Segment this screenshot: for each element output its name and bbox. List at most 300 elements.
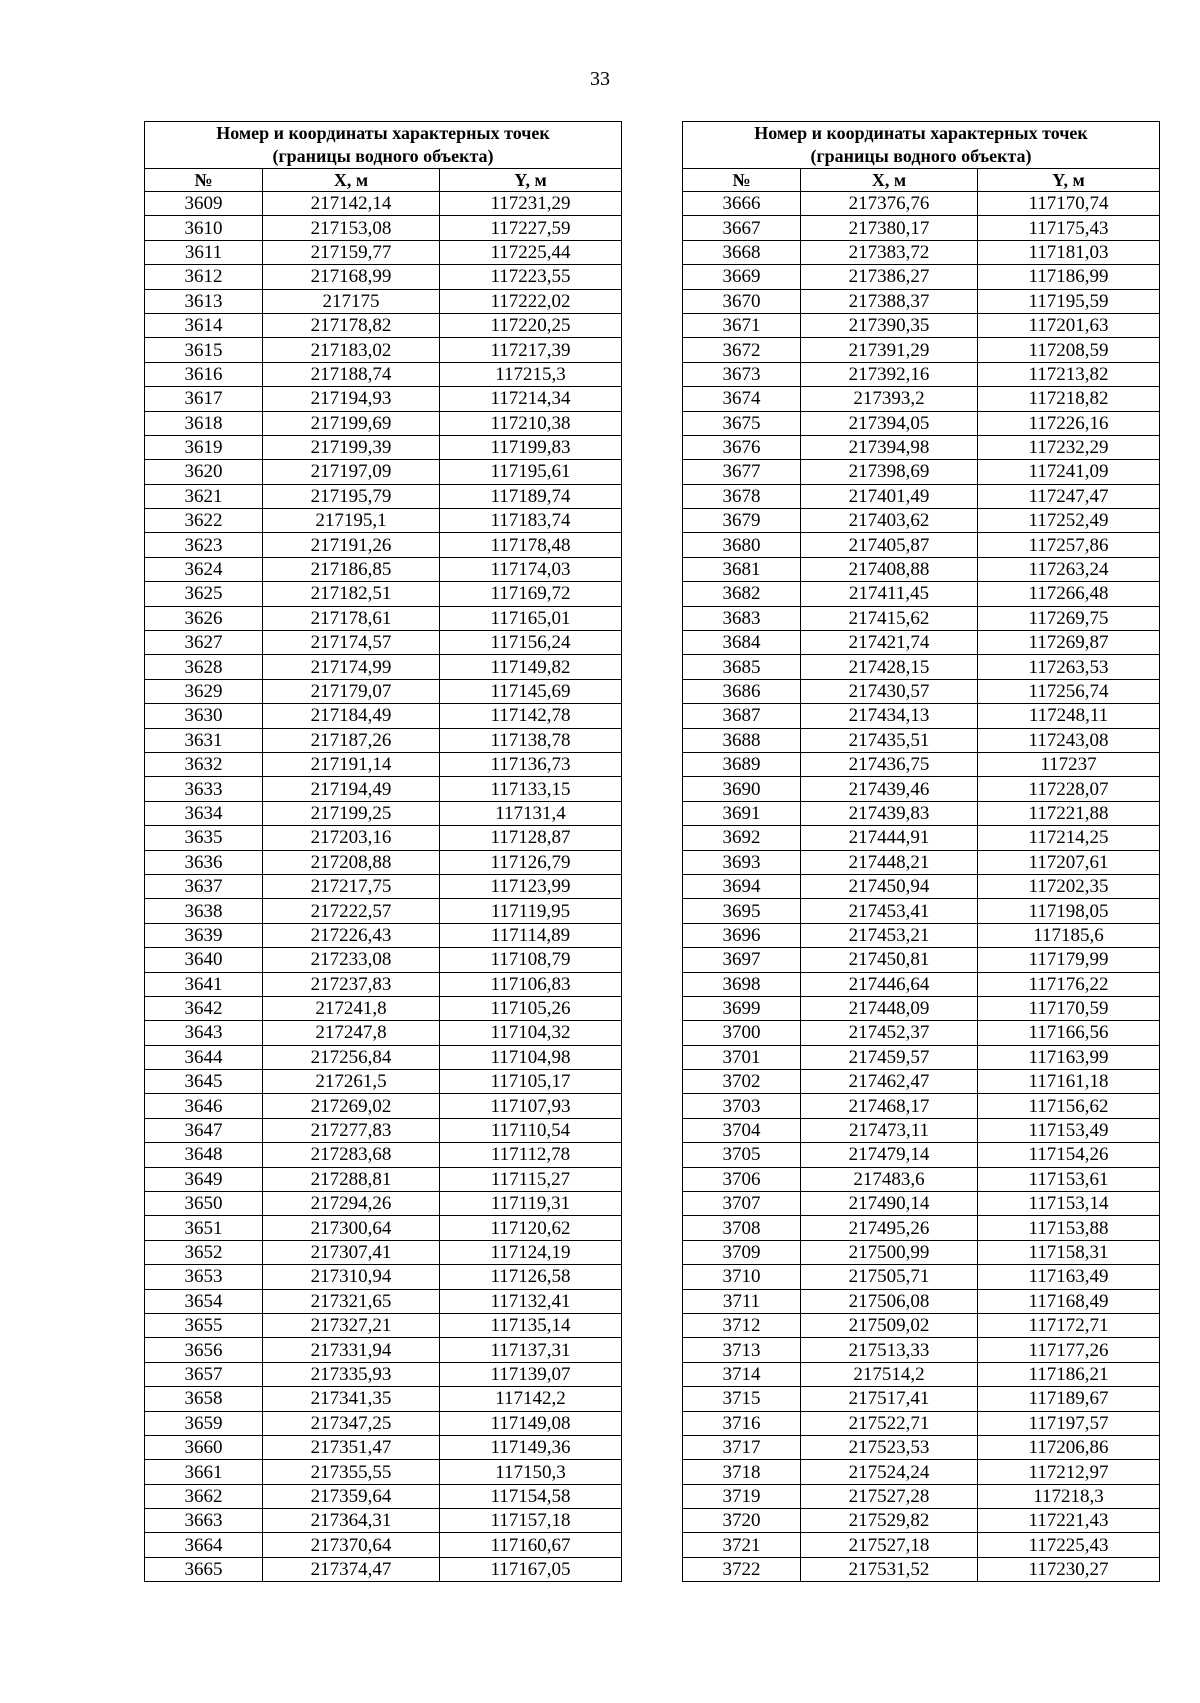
y-coordinate-cell: 117124,19 bbox=[440, 1240, 622, 1264]
y-coordinate-cell: 117208,59 bbox=[978, 338, 1160, 362]
point-number-cell: 3673 bbox=[683, 362, 801, 386]
y-coordinate-cell: 117153,14 bbox=[978, 1192, 1160, 1216]
x-coordinate-cell: 217506,08 bbox=[801, 1289, 978, 1313]
point-number-cell: 3663 bbox=[145, 1509, 263, 1533]
y-coordinate-cell: 117145,69 bbox=[440, 679, 622, 703]
table-row bbox=[683, 606, 1160, 630]
table-row bbox=[683, 704, 1160, 728]
y-coordinate-cell: 117197,57 bbox=[978, 1411, 1160, 1435]
table-row bbox=[683, 1435, 1160, 1459]
x-coordinate-cell: 217411,45 bbox=[801, 582, 978, 606]
table-row bbox=[145, 1362, 622, 1386]
y-coordinate-cell: 117156,62 bbox=[978, 1094, 1160, 1118]
y-coordinate-cell: 117247,47 bbox=[978, 484, 1160, 508]
y-coordinate-cell: 117220,25 bbox=[440, 313, 622, 337]
y-coordinate-cell: 117105,17 bbox=[440, 1070, 622, 1094]
point-number-cell: 3716 bbox=[683, 1411, 801, 1435]
x-coordinate-cell: 217194,49 bbox=[263, 777, 440, 801]
y-coordinate-cell: 117217,39 bbox=[440, 338, 622, 362]
table-row bbox=[683, 1094, 1160, 1118]
table-row bbox=[145, 1435, 622, 1459]
table-row bbox=[683, 338, 1160, 362]
x-coordinate-cell: 217505,71 bbox=[801, 1265, 978, 1289]
y-coordinate-cell: 117128,87 bbox=[440, 826, 622, 850]
column-header-y: Y, м bbox=[978, 169, 1160, 192]
point-number-cell: 3685 bbox=[683, 655, 801, 679]
y-coordinate-cell: 117167,05 bbox=[440, 1557, 622, 1581]
y-coordinate-cell: 117138,78 bbox=[440, 728, 622, 752]
y-coordinate-cell: 117199,83 bbox=[440, 435, 622, 459]
x-coordinate-cell: 217448,21 bbox=[801, 850, 978, 874]
point-number-cell: 3688 bbox=[683, 728, 801, 752]
y-coordinate-cell: 117137,31 bbox=[440, 1338, 622, 1362]
point-number-cell: 3632 bbox=[145, 752, 263, 776]
y-coordinate-cell: 117163,99 bbox=[978, 1045, 1160, 1069]
y-coordinate-cell: 117161,18 bbox=[978, 1070, 1160, 1094]
point-number-cell: 3676 bbox=[683, 435, 801, 459]
x-coordinate-cell: 217415,62 bbox=[801, 606, 978, 630]
table-row bbox=[145, 728, 622, 752]
table-row bbox=[683, 826, 1160, 850]
column-header-y: Y, м bbox=[440, 169, 622, 192]
x-coordinate-cell: 217178,61 bbox=[263, 606, 440, 630]
y-coordinate-cell: 117214,25 bbox=[978, 826, 1160, 850]
coordinates-table-right bbox=[682, 121, 1160, 1582]
point-number-cell: 3615 bbox=[145, 338, 263, 362]
point-number-cell: 3722 bbox=[683, 1557, 801, 1581]
y-coordinate-cell: 117225,44 bbox=[440, 240, 622, 264]
x-coordinate-cell: 217388,37 bbox=[801, 289, 978, 313]
point-number-cell: 3642 bbox=[145, 996, 263, 1020]
x-coordinate-cell: 217386,27 bbox=[801, 265, 978, 289]
x-coordinate-cell: 217300,64 bbox=[263, 1216, 440, 1240]
x-coordinate-cell: 217398,69 bbox=[801, 460, 978, 484]
x-coordinate-cell: 217529,82 bbox=[801, 1509, 978, 1533]
point-number-cell: 3719 bbox=[683, 1484, 801, 1508]
point-number-cell: 3659 bbox=[145, 1411, 263, 1435]
table-row bbox=[145, 1265, 622, 1289]
table-row bbox=[145, 1192, 622, 1216]
table-row bbox=[683, 728, 1160, 752]
y-coordinate-cell: 117126,79 bbox=[440, 850, 622, 874]
table-row bbox=[145, 1557, 622, 1581]
column-header-number: № bbox=[683, 169, 801, 192]
table-row bbox=[145, 679, 622, 703]
x-coordinate-cell: 217347,25 bbox=[263, 1411, 440, 1435]
table-row bbox=[145, 557, 622, 581]
x-coordinate-cell: 217142,14 bbox=[263, 192, 440, 216]
y-coordinate-cell: 117232,29 bbox=[978, 435, 1160, 459]
table-row bbox=[145, 1509, 622, 1533]
point-number-cell: 3671 bbox=[683, 313, 801, 337]
table-row bbox=[145, 533, 622, 557]
table-row bbox=[145, 1094, 622, 1118]
point-number-cell: 3634 bbox=[145, 801, 263, 825]
y-coordinate-cell: 117174,03 bbox=[440, 557, 622, 581]
point-number-cell: 3662 bbox=[145, 1484, 263, 1508]
y-coordinate-cell: 117114,89 bbox=[440, 923, 622, 947]
table-row bbox=[145, 899, 622, 923]
y-coordinate-cell: 117112,78 bbox=[440, 1143, 622, 1167]
point-number-cell: 3707 bbox=[683, 1192, 801, 1216]
x-coordinate-cell: 217199,69 bbox=[263, 411, 440, 435]
table-row bbox=[683, 948, 1160, 972]
x-coordinate-cell: 217359,64 bbox=[263, 1484, 440, 1508]
x-coordinate-cell: 217307,41 bbox=[263, 1240, 440, 1264]
x-coordinate-cell: 217222,57 bbox=[263, 899, 440, 923]
table-row bbox=[683, 1484, 1160, 1508]
point-number-cell: 3679 bbox=[683, 509, 801, 533]
x-coordinate-cell: 217473,11 bbox=[801, 1118, 978, 1142]
table-row bbox=[145, 362, 622, 386]
y-coordinate-cell: 117214,34 bbox=[440, 387, 622, 411]
point-number-cell: 3711 bbox=[683, 1289, 801, 1313]
table-row bbox=[145, 826, 622, 850]
table-row bbox=[145, 265, 622, 289]
x-coordinate-cell: 217191,14 bbox=[263, 752, 440, 776]
y-coordinate-cell: 117218,3 bbox=[978, 1484, 1160, 1508]
table-row bbox=[683, 387, 1160, 411]
point-number-cell: 3713 bbox=[683, 1338, 801, 1362]
point-number-cell: 3708 bbox=[683, 1216, 801, 1240]
table-row bbox=[683, 533, 1160, 557]
y-coordinate-cell: 117256,74 bbox=[978, 679, 1160, 703]
y-coordinate-cell: 117185,6 bbox=[978, 923, 1160, 947]
x-coordinate-cell: 217186,85 bbox=[263, 557, 440, 581]
point-number-cell: 3683 bbox=[683, 606, 801, 630]
point-number-cell: 3665 bbox=[145, 1557, 263, 1581]
table-row bbox=[145, 1143, 622, 1167]
y-coordinate-cell: 117126,58 bbox=[440, 1265, 622, 1289]
table-row bbox=[145, 1411, 622, 1435]
y-coordinate-cell: 117175,43 bbox=[978, 216, 1160, 240]
table-row bbox=[145, 1240, 622, 1264]
table-row bbox=[145, 948, 622, 972]
table-row bbox=[683, 1509, 1160, 1533]
x-coordinate-cell: 217197,09 bbox=[263, 460, 440, 484]
y-coordinate-cell: 117269,87 bbox=[978, 631, 1160, 655]
table-row bbox=[145, 777, 622, 801]
y-coordinate-cell: 117269,75 bbox=[978, 606, 1160, 630]
table-row bbox=[683, 411, 1160, 435]
point-number-cell: 3611 bbox=[145, 240, 263, 264]
y-coordinate-cell: 117266,48 bbox=[978, 582, 1160, 606]
table-row bbox=[683, 1289, 1160, 1313]
table-row bbox=[145, 1045, 622, 1069]
x-coordinate-cell: 217394,05 bbox=[801, 411, 978, 435]
table-row bbox=[683, 509, 1160, 533]
point-number-cell: 3612 bbox=[145, 265, 263, 289]
y-coordinate-cell: 117230,27 bbox=[978, 1557, 1160, 1581]
table-row bbox=[683, 1313, 1160, 1337]
x-coordinate-cell: 217531,52 bbox=[801, 1557, 978, 1581]
y-coordinate-cell: 117154,58 bbox=[440, 1484, 622, 1508]
table-row bbox=[683, 484, 1160, 508]
x-coordinate-cell: 217514,2 bbox=[801, 1362, 978, 1386]
x-coordinate-cell: 217191,26 bbox=[263, 533, 440, 557]
table-row bbox=[145, 1460, 622, 1484]
x-coordinate-cell: 217439,83 bbox=[801, 801, 978, 825]
x-coordinate-cell: 217421,74 bbox=[801, 631, 978, 655]
point-number-cell: 3693 bbox=[683, 850, 801, 874]
table-row bbox=[683, 1338, 1160, 1362]
y-coordinate-cell: 117178,48 bbox=[440, 533, 622, 557]
point-number-cell: 3658 bbox=[145, 1387, 263, 1411]
table-row bbox=[145, 289, 622, 313]
column-header-x: X, м bbox=[263, 169, 440, 192]
point-number-cell: 3626 bbox=[145, 606, 263, 630]
table-row bbox=[145, 704, 622, 728]
table-row bbox=[145, 338, 622, 362]
point-number-cell: 3712 bbox=[683, 1313, 801, 1337]
y-coordinate-cell: 117202,35 bbox=[978, 874, 1160, 898]
point-number-cell: 3629 bbox=[145, 679, 263, 703]
table-row bbox=[683, 240, 1160, 264]
table-row bbox=[683, 899, 1160, 923]
table-row bbox=[683, 460, 1160, 484]
y-coordinate-cell: 117189,67 bbox=[978, 1387, 1160, 1411]
x-coordinate-cell: 217522,71 bbox=[801, 1411, 978, 1435]
point-number-cell: 3686 bbox=[683, 679, 801, 703]
y-coordinate-cell: 117195,61 bbox=[440, 460, 622, 484]
x-coordinate-cell: 217261,5 bbox=[263, 1070, 440, 1094]
point-number-cell: 3651 bbox=[145, 1216, 263, 1240]
x-coordinate-cell: 217203,16 bbox=[263, 826, 440, 850]
x-coordinate-cell: 217524,24 bbox=[801, 1460, 978, 1484]
y-coordinate-cell: 117177,26 bbox=[978, 1338, 1160, 1362]
point-number-cell: 3718 bbox=[683, 1460, 801, 1484]
point-number-cell: 3641 bbox=[145, 972, 263, 996]
table-row bbox=[145, 752, 622, 776]
point-number-cell: 3653 bbox=[145, 1265, 263, 1289]
point-number-cell: 3706 bbox=[683, 1167, 801, 1191]
y-coordinate-cell: 117223,55 bbox=[440, 265, 622, 289]
table-title bbox=[145, 122, 622, 169]
y-coordinate-cell: 117120,62 bbox=[440, 1216, 622, 1240]
x-coordinate-cell: 217182,51 bbox=[263, 582, 440, 606]
table-row bbox=[145, 1118, 622, 1142]
y-coordinate-cell: 117135,14 bbox=[440, 1313, 622, 1337]
y-coordinate-cell: 117169,72 bbox=[440, 582, 622, 606]
point-number-cell: 3669 bbox=[683, 265, 801, 289]
y-coordinate-cell: 117142,78 bbox=[440, 704, 622, 728]
point-number-cell: 3620 bbox=[145, 460, 263, 484]
x-coordinate-cell: 217335,93 bbox=[263, 1362, 440, 1386]
point-number-cell: 3703 bbox=[683, 1094, 801, 1118]
table-row bbox=[145, 1289, 622, 1313]
page-number: 33 bbox=[590, 68, 610, 90]
table-row bbox=[145, 192, 622, 216]
x-coordinate-cell: 217184,49 bbox=[263, 704, 440, 728]
y-coordinate-cell: 117136,73 bbox=[440, 752, 622, 776]
y-coordinate-cell: 117172,71 bbox=[978, 1313, 1160, 1337]
x-coordinate-cell: 217153,08 bbox=[263, 216, 440, 240]
table-row bbox=[145, 801, 622, 825]
x-coordinate-cell: 217428,15 bbox=[801, 655, 978, 679]
x-coordinate-cell: 217374,47 bbox=[263, 1557, 440, 1581]
point-number-cell: 3715 bbox=[683, 1387, 801, 1411]
point-number-cell: 3617 bbox=[145, 387, 263, 411]
y-coordinate-cell: 117212,97 bbox=[978, 1460, 1160, 1484]
table-row bbox=[683, 216, 1160, 240]
table-row bbox=[145, 1533, 622, 1557]
table-body bbox=[145, 192, 622, 1582]
point-number-cell: 3680 bbox=[683, 533, 801, 557]
x-coordinate-cell: 217394,98 bbox=[801, 435, 978, 459]
point-number-cell: 3640 bbox=[145, 948, 263, 972]
y-coordinate-cell: 117163,49 bbox=[978, 1265, 1160, 1289]
x-coordinate-cell: 217364,31 bbox=[263, 1509, 440, 1533]
y-coordinate-cell: 117189,74 bbox=[440, 484, 622, 508]
x-coordinate-cell: 217523,53 bbox=[801, 1435, 978, 1459]
point-number-cell: 3698 bbox=[683, 972, 801, 996]
point-number-cell: 3652 bbox=[145, 1240, 263, 1264]
table-row bbox=[145, 1070, 622, 1094]
y-coordinate-cell: 117107,93 bbox=[440, 1094, 622, 1118]
x-coordinate-cell: 217188,74 bbox=[263, 362, 440, 386]
point-number-cell: 3667 bbox=[683, 216, 801, 240]
point-number-cell: 3696 bbox=[683, 923, 801, 947]
point-number-cell: 3704 bbox=[683, 1118, 801, 1142]
y-coordinate-cell: 117123,99 bbox=[440, 874, 622, 898]
point-number-cell: 3672 bbox=[683, 338, 801, 362]
x-coordinate-cell: 217405,87 bbox=[801, 533, 978, 557]
y-coordinate-cell: 117243,08 bbox=[978, 728, 1160, 752]
table-row bbox=[683, 1216, 1160, 1240]
table-row bbox=[683, 1265, 1160, 1289]
point-number-cell: 3670 bbox=[683, 289, 801, 313]
y-coordinate-cell: 117170,74 bbox=[978, 192, 1160, 216]
y-coordinate-cell: 117149,08 bbox=[440, 1411, 622, 1435]
table-row bbox=[145, 216, 622, 240]
y-coordinate-cell: 117157,18 bbox=[440, 1509, 622, 1533]
point-number-cell: 3700 bbox=[683, 1021, 801, 1045]
point-number-cell: 3710 bbox=[683, 1265, 801, 1289]
point-number-cell: 3717 bbox=[683, 1435, 801, 1459]
y-coordinate-cell: 117221,43 bbox=[978, 1509, 1160, 1533]
y-coordinate-cell: 117231,29 bbox=[440, 192, 622, 216]
x-coordinate-cell: 217217,75 bbox=[263, 874, 440, 898]
table-row bbox=[683, 1387, 1160, 1411]
table-row bbox=[683, 1118, 1160, 1142]
x-coordinate-cell: 217376,76 bbox=[801, 192, 978, 216]
y-coordinate-cell: 117226,16 bbox=[978, 411, 1160, 435]
point-number-cell: 3648 bbox=[145, 1143, 263, 1167]
y-coordinate-cell: 117119,95 bbox=[440, 899, 622, 923]
point-number-cell: 3622 bbox=[145, 509, 263, 533]
point-number-cell: 3664 bbox=[145, 1533, 263, 1557]
point-number-cell: 3637 bbox=[145, 874, 263, 898]
y-coordinate-cell: 117198,05 bbox=[978, 899, 1160, 923]
y-coordinate-cell: 117106,83 bbox=[440, 972, 622, 996]
table-row bbox=[683, 192, 1160, 216]
point-number-cell: 3687 bbox=[683, 704, 801, 728]
table-row bbox=[145, 1216, 622, 1240]
x-coordinate-cell: 217517,41 bbox=[801, 1387, 978, 1411]
y-coordinate-cell: 117153,61 bbox=[978, 1167, 1160, 1191]
point-number-cell: 3649 bbox=[145, 1167, 263, 1191]
point-number-cell: 3690 bbox=[683, 777, 801, 801]
table-row bbox=[683, 1070, 1160, 1094]
point-number-cell: 3636 bbox=[145, 850, 263, 874]
point-number-cell: 3623 bbox=[145, 533, 263, 557]
table-row bbox=[145, 240, 622, 264]
x-coordinate-cell: 217483,6 bbox=[801, 1167, 978, 1191]
y-coordinate-cell: 117186,99 bbox=[978, 265, 1160, 289]
y-coordinate-cell: 117222,02 bbox=[440, 289, 622, 313]
point-number-cell: 3678 bbox=[683, 484, 801, 508]
y-coordinate-cell: 117156,24 bbox=[440, 631, 622, 655]
point-number-cell: 3695 bbox=[683, 899, 801, 923]
table-row bbox=[145, 1021, 622, 1045]
point-number-cell: 3660 bbox=[145, 1435, 263, 1459]
y-coordinate-cell: 117227,59 bbox=[440, 216, 622, 240]
x-coordinate-cell: 217513,33 bbox=[801, 1338, 978, 1362]
y-coordinate-cell: 117115,27 bbox=[440, 1167, 622, 1191]
table-row bbox=[683, 631, 1160, 655]
point-number-cell: 3681 bbox=[683, 557, 801, 581]
x-coordinate-cell: 217495,26 bbox=[801, 1216, 978, 1240]
x-coordinate-cell: 217175 bbox=[263, 289, 440, 313]
y-coordinate-cell: 117263,53 bbox=[978, 655, 1160, 679]
table-row bbox=[683, 435, 1160, 459]
y-coordinate-cell: 117104,98 bbox=[440, 1045, 622, 1069]
x-coordinate-cell: 217390,35 bbox=[801, 313, 978, 337]
x-coordinate-cell: 217527,28 bbox=[801, 1484, 978, 1508]
x-coordinate-cell: 217408,88 bbox=[801, 557, 978, 581]
x-coordinate-cell: 217430,57 bbox=[801, 679, 978, 703]
point-number-cell: 3646 bbox=[145, 1094, 263, 1118]
y-coordinate-cell: 117160,67 bbox=[440, 1533, 622, 1557]
y-coordinate-cell: 117241,09 bbox=[978, 460, 1160, 484]
y-coordinate-cell: 117158,31 bbox=[978, 1240, 1160, 1264]
x-coordinate-cell: 217327,21 bbox=[263, 1313, 440, 1337]
point-number-cell: 3714 bbox=[683, 1362, 801, 1386]
point-number-cell: 3638 bbox=[145, 899, 263, 923]
table-row bbox=[683, 679, 1160, 703]
x-coordinate-cell: 217453,41 bbox=[801, 899, 978, 923]
y-coordinate-cell: 117108,79 bbox=[440, 948, 622, 972]
table-row bbox=[145, 460, 622, 484]
table-row bbox=[683, 582, 1160, 606]
x-coordinate-cell: 217247,8 bbox=[263, 1021, 440, 1045]
y-coordinate-cell: 117237 bbox=[978, 752, 1160, 776]
x-coordinate-cell: 217178,82 bbox=[263, 313, 440, 337]
y-coordinate-cell: 117104,32 bbox=[440, 1021, 622, 1045]
y-coordinate-cell: 117213,82 bbox=[978, 362, 1160, 386]
x-coordinate-cell: 217331,94 bbox=[263, 1338, 440, 1362]
table-row bbox=[683, 1021, 1160, 1045]
table-row bbox=[145, 582, 622, 606]
point-number-cell: 3647 bbox=[145, 1118, 263, 1142]
table-row bbox=[683, 265, 1160, 289]
x-coordinate-cell: 217453,21 bbox=[801, 923, 978, 947]
x-coordinate-cell: 217500,99 bbox=[801, 1240, 978, 1264]
x-coordinate-cell: 217383,72 bbox=[801, 240, 978, 264]
y-coordinate-cell: 117105,26 bbox=[440, 996, 622, 1020]
point-number-cell: 3654 bbox=[145, 1289, 263, 1313]
table-row bbox=[145, 923, 622, 947]
point-number-cell: 3609 bbox=[145, 192, 263, 216]
point-number-cell: 3675 bbox=[683, 411, 801, 435]
x-coordinate-cell: 217241,8 bbox=[263, 996, 440, 1020]
point-number-cell: 3656 bbox=[145, 1338, 263, 1362]
table-row bbox=[683, 1045, 1160, 1069]
point-number-cell: 3699 bbox=[683, 996, 801, 1020]
x-coordinate-cell: 217435,51 bbox=[801, 728, 978, 752]
y-coordinate-cell: 117149,82 bbox=[440, 655, 622, 679]
table-row bbox=[145, 850, 622, 874]
